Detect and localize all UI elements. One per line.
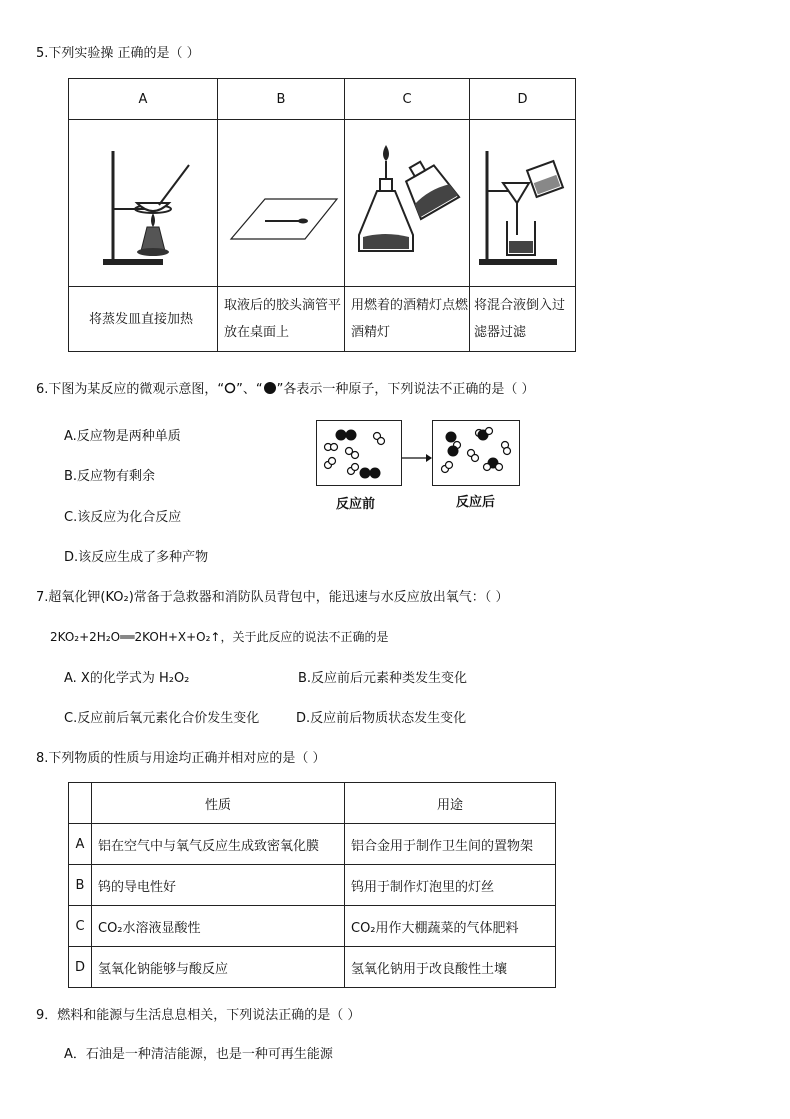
dropper-on-table-illustration: [221, 131, 341, 271]
q6-stem-post: ”各表示一种原子，下列说法不正确的是（ ）: [276, 382, 535, 397]
q7-option-c: C.反应前后氧元素化合价发生变化: [64, 711, 260, 726]
before-reaction-label: 反应前: [336, 497, 376, 512]
q6-stem-pre: 6.下图为某反应的微观示意图，“: [36, 382, 225, 397]
q8-row-c-label: C: [69, 906, 92, 947]
before-reaction-molecules: [317, 421, 401, 485]
q7-option-d: D.反应前后物质状态发生变化: [296, 711, 467, 726]
after-reaction-label: 反应后: [456, 495, 496, 510]
q6-stem-mid: ”、“: [236, 382, 263, 397]
q6-stem: [36, 378, 535, 397]
q6-option-d: D.该反应生成了多种产物: [64, 550, 209, 565]
q5-image-c: [345, 120, 470, 287]
q8-row-c-property: CO₂水溶液显酸性: [92, 906, 345, 947]
q5-image-a: [69, 120, 218, 287]
q8-row-b-label: B: [69, 865, 92, 906]
q7-option-b: B.反应前后元素种类发生变化: [298, 671, 468, 686]
q8-row-d-property: 氢氧化钠能够与酸反应: [92, 947, 345, 988]
q8-corner-cell: [69, 783, 92, 824]
q6-option-c: C.该反应为化合反应: [64, 510, 182, 525]
q5-header-a: A: [69, 79, 218, 120]
q9-option-a: A．石油是一种清洁能源，也是一种可再生能源: [64, 1047, 333, 1062]
q7-option-a: A. X的化学式为 H₂O₂: [64, 671, 190, 686]
after-reaction-molecules: [433, 421, 519, 485]
evaporating-dish-illustration: [83, 131, 203, 271]
before-reaction-box: [316, 420, 402, 486]
alcohol-lamps-illustration: [347, 131, 467, 271]
after-reaction-box: [432, 420, 520, 486]
q5-caption-a: 将蒸发皿直接加热: [69, 287, 218, 352]
q8-row-b-property: 钨的导电性好: [92, 865, 345, 906]
q7-equation: 2KO₂+2H₂O══2KOH+X+O₂↑，关于此反应的说法不正确的是: [50, 630, 389, 644]
q5-stem: 5.下列实验操 正确的是（ ）: [36, 46, 200, 61]
q6-option-b: B.反应物有剩余: [64, 469, 156, 484]
q8-row-a-property: 铝在空气中与氧气反应生成致密氧化膜: [92, 824, 345, 865]
q8-table: [68, 782, 556, 988]
q8-header-use: 用途: [345, 783, 556, 824]
q5-header-b: B: [218, 79, 345, 120]
white-atom-icon: [224, 382, 236, 394]
q9-stem: 9．燃料和能源与生活息息相关，下列说法正确的是（ ）: [36, 1008, 361, 1023]
q8-stem: 8.下列物质的性质与用途均正确并相对应的是（ ）: [36, 751, 326, 766]
q5-image-b: [218, 120, 345, 287]
q5-table: [68, 78, 576, 352]
q5-caption-d: 将混合液倒入过滤器过滤: [470, 287, 576, 352]
black-atom-icon: [263, 381, 277, 395]
q8-row-d-use: 氢氧化钠用于改良酸性土壤: [345, 947, 556, 988]
q8-row-b-use: 钨用于制作灯泡里的灯丝: [345, 865, 556, 906]
reaction-arrow-icon: [402, 452, 432, 464]
q5-header-c: C: [345, 79, 470, 120]
q8-header-property: 性质: [92, 783, 345, 824]
filtration-illustration: [473, 131, 573, 271]
q6-option-a: A.反应物是两种单质: [64, 429, 181, 444]
q8-row-a-use: 铝合金用于制作卫生间的置物架: [345, 824, 556, 865]
q5-caption-b: 取液后的胶头滴管平放在桌面上: [218, 287, 345, 352]
q5-caption-c: 用燃着的酒精灯点燃酒精灯: [345, 287, 470, 352]
q5-header-d: D: [470, 79, 576, 120]
q8-row-a-label: A: [69, 824, 92, 865]
q5-image-d: [470, 120, 576, 287]
q8-row-c-use: CO₂用作大棚蔬菜的气体肥料: [345, 906, 556, 947]
q8-row-d-label: D: [69, 947, 92, 988]
q7-stem: 7.超氧化钾(KO₂)常备于急救器和消防队员背包中，能迅速与水反应放出氧气：（ ）: [36, 590, 509, 605]
